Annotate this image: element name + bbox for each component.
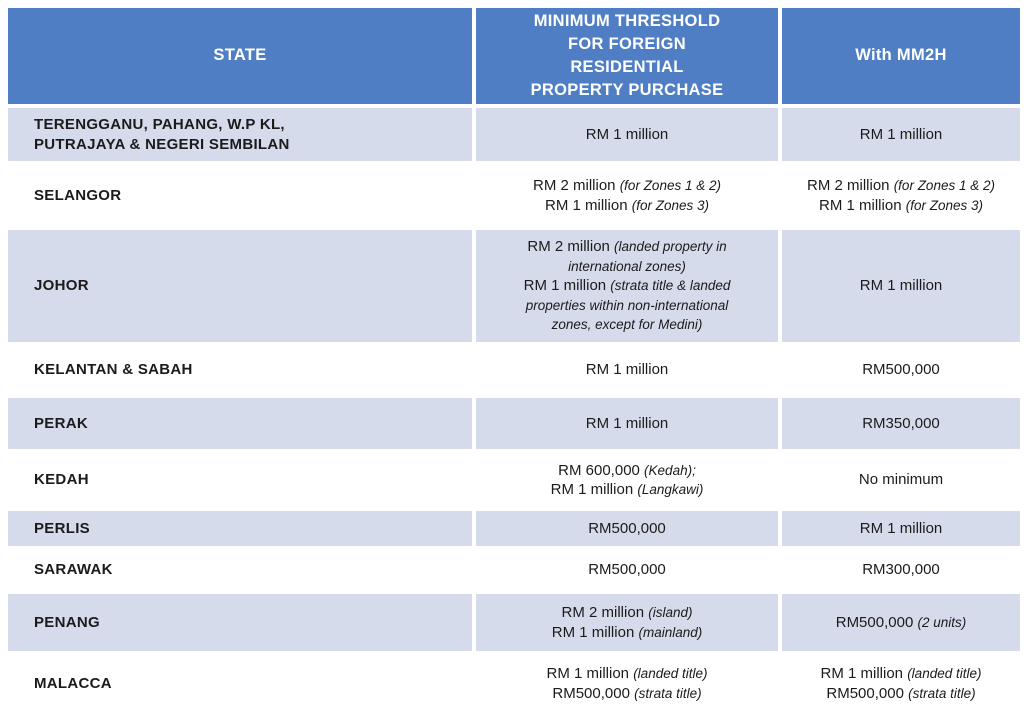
- state-name: PERAK: [34, 414, 89, 432]
- threshold-cell: [476, 594, 778, 651]
- threshold-cell: [476, 550, 778, 590]
- mm2h-value: RM500,000 (2 units): [835, 613, 967, 631]
- mm2h-cell: [782, 230, 1020, 342]
- mm2h-value: RM 1 million: [859, 125, 943, 143]
- threshold-value: RM 2 million (landed property in: [527, 238, 727, 256]
- table-row-state: [8, 230, 472, 342]
- mm2h-value: RM 1 million: [859, 519, 943, 537]
- header-threshold-line: RESIDENTIAL: [570, 58, 684, 76]
- header-threshold-line: MINIMUM THRESHOLD: [533, 11, 721, 30]
- mm2h-cell: [782, 550, 1020, 590]
- header-state-label: STATE: [213, 46, 267, 65]
- threshold-value: RM 1 million: [585, 125, 669, 143]
- mm2h-value: RM 1 million: [859, 277, 943, 295]
- mm2h-value: RM500,000: [862, 361, 940, 379]
- threshold-value: RM 2 million (for Zones 1 & 2): [533, 177, 721, 194]
- threshold-value: RM 1 million: [585, 361, 669, 379]
- threshold-note: zones, except for Medini): [551, 317, 703, 333]
- header-mm2h: [782, 8, 1020, 104]
- header-state: [8, 8, 472, 104]
- property-threshold-table: [8, 8, 1016, 712]
- threshold-value: RM 1 million (landed title): [546, 665, 708, 682]
- mm2h-value: RM500,000 (strata title): [826, 684, 976, 702]
- table-row-state: [8, 655, 472, 712]
- mm2h-value: RM 2 million (for Zones 1 & 2): [807, 177, 995, 194]
- header-threshold-line: PROPERTY PURCHASE: [530, 81, 724, 100]
- threshold-cell: [476, 346, 778, 394]
- threshold-value: RM500,000: [588, 561, 666, 579]
- threshold-value: RM500,000: [588, 519, 666, 537]
- table-row-state: [8, 108, 472, 161]
- mm2h-cell: [782, 346, 1020, 394]
- header-mm2h-label: With MM2H: [855, 46, 947, 65]
- table-row-state: [8, 594, 472, 651]
- mm2h-cell: [782, 655, 1020, 712]
- mm2h-value: RM 1 million (landed title): [820, 665, 982, 682]
- state-name: PENANG: [34, 613, 100, 631]
- state-name: KELANTAN & SABAH: [34, 361, 193, 379]
- header-threshold-line: FOR FOREIGN: [568, 34, 686, 53]
- mm2h-value: RM350,000: [862, 414, 940, 432]
- state-name: KEDAH: [34, 471, 89, 489]
- state-name: SELANGOR: [34, 186, 122, 204]
- table-row-state: [8, 165, 472, 226]
- threshold-value: RM 2 million (island): [561, 604, 693, 621]
- mm2h-value: RM300,000: [862, 561, 940, 579]
- threshold-cell: [476, 398, 778, 449]
- threshold-value: RM 1 million: [585, 414, 669, 432]
- threshold-value: RM 1 million (mainland): [551, 623, 703, 641]
- state-name: PERLIS: [34, 519, 90, 537]
- mm2h-value: RM 1 million (for Zones 3): [819, 196, 983, 214]
- threshold-cell: [476, 165, 778, 226]
- state-name: MALACCA: [34, 674, 112, 692]
- table-row-state: [8, 550, 472, 590]
- mm2h-cell: [782, 511, 1020, 546]
- threshold-cell: [476, 230, 778, 342]
- threshold-cell: [476, 453, 778, 507]
- threshold-cell: [476, 655, 778, 712]
- table-row-state: [8, 453, 472, 507]
- threshold-cell: [476, 511, 778, 546]
- mm2h-cell: [782, 108, 1020, 161]
- mm2h-cell: [782, 165, 1020, 226]
- threshold-value: RM500,000 (strata title): [552, 684, 702, 702]
- mm2h-value: No minimum: [858, 471, 944, 489]
- state-name: SARAWAK: [34, 561, 113, 579]
- table-row-state: [8, 398, 472, 449]
- threshold-value: RM 600,000 (Kedah);: [558, 461, 696, 479]
- threshold-value: RM 1 million (for Zones 3): [545, 196, 709, 214]
- threshold-note: properties within non-international: [525, 297, 729, 313]
- state-name: PUTRAJAYA & NEGERI SEMBILAN: [34, 135, 290, 153]
- table-row-state: [8, 346, 472, 394]
- threshold-value: RM 1 million (Langkawi): [550, 481, 704, 498]
- mm2h-cell: [782, 398, 1020, 449]
- table-row-state: [8, 511, 472, 546]
- state-name: JOHOR: [34, 277, 89, 295]
- threshold-value: RM 1 million (strata title & landed: [523, 277, 731, 295]
- mm2h-cell: [782, 453, 1020, 507]
- mm2h-cell: [782, 594, 1020, 651]
- threshold-cell: [476, 108, 778, 161]
- header-threshold: [476, 8, 778, 104]
- state-name: TERENGGANU, PAHANG, W.P KL,: [34, 116, 285, 133]
- threshold-note: international zones): [568, 258, 686, 274]
